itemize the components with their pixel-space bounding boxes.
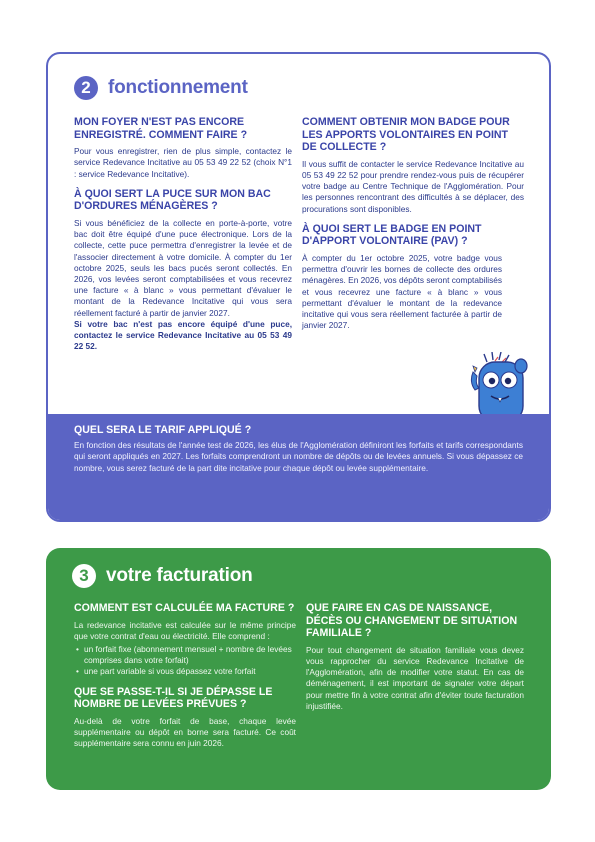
section-facturation <box>46 548 551 790</box>
band-text: En fonction des résultats de l'année test de 2026, les élus de l'Agglomération définiront les forfaits et tarifs correspondants qui seront appliqués en 2027. Les forfaits comprendront un nombre de dépôts ou de levées annuels. Si vous dépassez ce nombre, vous serez facturé de la part dite incitative pour chaque dépôt ou levée supplémentaire. <box>74 439 523 473</box>
section-fonctionnement <box>46 52 551 522</box>
faq-heading: À QUOI SERT LA PUCE SUR MON BAC D'ORDURES MÉNAGÈRES ? <box>74 187 271 213</box>
faq-text: Pour tout changement de situation familiale vous devez vous rapprocher du service Redevance Incitative de l'Agglomération, afin de modifier votre statut. En cas de déménagement, il est important de signaler votre départ pour mettre fin à votre contrat afin d'éviter toute facturation injustifiée. <box>306 644 524 711</box>
faq-heading: MON FOYER N'EST PAS ENCORE ENREGISTRÉ. COMMENT FAIRE ? <box>74 116 248 141</box>
faq-text: À compter du 1er octobre 2025, votre badge vous permettra d'ouvrir les bornes de collecte des ordures ménagères. En 2026, vos dépôts seront comptabilisés et vous recevrez une facture « à blanc » vous permettant d'évaluer le montant de la redevance incitative qui vous sera réellement facturée à partir de janvier 2027. <box>302 252 502 331</box>
bullet-list <box>74 644 296 678</box>
faq-heading: QUE FAIRE EN CAS DE NAISSANCE, DÉCÈS OU CHANGEMENT DE SITUATION FAMILIALE ? <box>306 602 518 640</box>
right-column <box>306 602 524 720</box>
faq-text: Il vous suffit de contacter le service Redevance Incitative au 05 53 49 22 52 pour prendre rendez-vous puis de récupérer votre badge au Centre Technique de l'Agglomération. Pour les personnes rencontrant des difficultés à se déplacer, des procurations sont disponibles. <box>302 158 524 214</box>
faq-heading: À QUOI SERT LE BADGE EN POINT D'APPORT VOLONTAIRE (PAV) ? <box>302 222 482 248</box>
right-column <box>302 116 524 339</box>
faq-heading: QUE SE PASSE-T-IL SI JE DÉPASSE LE NOMBRE DE LEVÉES PRÉVUES ? <box>74 685 273 711</box>
faq-text: La redevance incitative est calculée sur le même principe que votre contrat d'eau ou électricité. Elle comprend : <box>74 619 296 641</box>
left-column <box>74 602 296 757</box>
band-heading: QUEL SERA LE TARIF APPLIQUÉ ? <box>74 424 252 436</box>
tarif-band <box>48 414 549 520</box>
list-item: • une part variable si vous dépassez votre forfait <box>74 666 296 677</box>
section-title: votre facturation <box>106 565 253 586</box>
section-header <box>72 564 253 588</box>
faq-heading: COMMENT OBTENIR MON BADGE POUR LES APPORTS VOLONTAIRES EN POINT DE COLLECTE ? <box>302 116 510 154</box>
faq-bold-text: Si votre bac n'est pas encore équipé d'une puce, contactez le service Redevance Incitative au 05 53 49 22 52. <box>74 318 292 352</box>
section-title: fonctionnement <box>108 77 248 98</box>
section-number-badge: 3 <box>72 564 96 588</box>
left-column <box>74 116 292 360</box>
faq-text: Pour vous enregistrer, rien de plus simple, contactez le service Redevance Incitative au 05 53 49 22 52 (choix N°1 : service Redevance Incitative). <box>74 146 292 179</box>
faq-text: Au-delà de votre forfait de base, chaque levée supplémentaire ou dépôt en borne sera facturé. Ce coût supplémentaire sera connu en juin 2026. <box>74 715 296 749</box>
faq-heading: COMMENT EST CALCULÉE MA FACTURE ? <box>74 602 295 614</box>
section-header <box>74 76 248 100</box>
faq-text: Si vous bénéficiez de la collecte en porte-à-porte, votre bac doit être équipé d'une puce électronique. Lors de la collecte, cette puce permettra d'enregistrer la levée et de l'associer directement à votre domicile. À compter du 1er octobre 2025, seuls les bacs pucés seront collectés. En 2026, vos levées seront comptabilisées et vous recevrez une facture « à blanc » vous permettant d'évaluer le montant de la Redevance Incitative qui vous sera réellement facturé à partir de janvier 2027. <box>74 217 292 318</box>
list-item: • un forfait fixe (abonnement mensuel + nombre de levées comprises dans votre forfait) <box>74 644 296 666</box>
section-number-badge: 2 <box>74 76 98 100</box>
